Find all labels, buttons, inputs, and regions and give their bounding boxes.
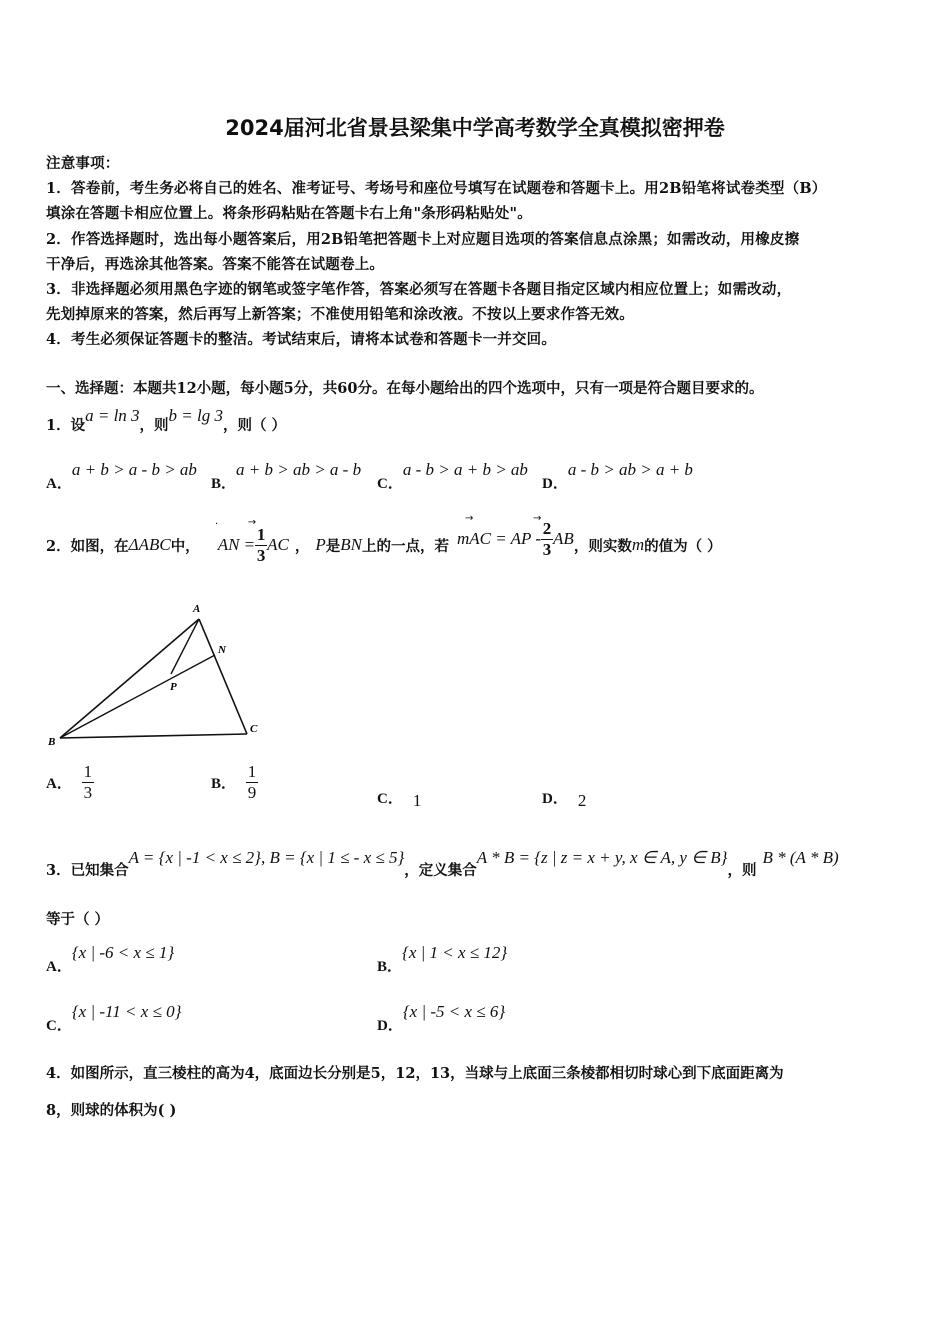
q1-option-b[interactable] (211, 459, 362, 492)
q2-an: AN = (217, 535, 256, 554)
q2-bn: BN (340, 535, 362, 554)
vector-arrow-icon: → (247, 517, 257, 528)
option-expr: a + b > ab > a - b (236, 460, 362, 479)
notice-line: 干净后，再选涂其他答案。答案不能答在试题卷上。 (46, 256, 385, 273)
q3-sets: A = {x | -1 < x ≤ 2}, B = {x | 1 ≤ - x ≤ 5} (128, 848, 405, 867)
vertex-label-a: A (193, 603, 201, 615)
q1-b-expr: b = lg 3 (168, 406, 223, 425)
notice-line: 4．考生必须保证答题卡的整洁。考试结束后，请将本试卷和答题卡一并交回。 (46, 331, 557, 348)
q3-then: ，则 (727, 862, 757, 879)
q2-ac: AC (267, 535, 289, 554)
notice-line: 3．非选择题必须用黑色字迹的钢笔或签字笔作答，答案必须写在答题卡各题目指定区域内相应位置上；如需改动， (46, 281, 792, 298)
frac-num: 2 (542, 518, 552, 538)
frac-den: 9 (247, 783, 257, 802)
q1-option-c[interactable] (377, 459, 528, 492)
option-label: A． (46, 476, 72, 492)
frac-num: 1 (247, 762, 257, 781)
vector-arrow-icon: → (465, 513, 474, 524)
vertex-label-p: P (170, 681, 177, 693)
q1-option-d[interactable] (542, 459, 693, 492)
option-label: C． (377, 476, 403, 492)
option-expr: {x | -11 < x ≤ 0} (71, 1002, 182, 1021)
q2-option-a[interactable] (46, 762, 94, 803)
option-expr: {x | -5 < x ≤ 6} (402, 1002, 506, 1021)
q3-target: B * (A * B) (762, 848, 839, 867)
q3-stem (46, 848, 839, 880)
vector-arrow-icon: → (533, 513, 542, 524)
edge-ba (60, 619, 199, 738)
q3-def: A * B = {z | z = x + y, x ∈ A, y ∈ B} (476, 848, 728, 867)
q4-line1: 4．如图所示，直三棱柱的高为4，底面边长分别是5，12，13，当球与上底面三条棱都相切时球心到下底面距离为 (46, 1065, 784, 1082)
q2-text: 中， (170, 537, 200, 555)
q2-mac-expr (457, 513, 542, 549)
q2-ab: AB (553, 529, 574, 548)
q3-option-b[interactable] (377, 942, 508, 975)
option-label: B． (211, 476, 237, 492)
q2-stem (46, 513, 722, 570)
section-heading: 一、选择题：本题共12小题，每小题5分，共60分。在每小题给出的四个选项中，只有一项是符合题目要求的。 (46, 380, 764, 397)
option-label: D． (542, 476, 568, 492)
option-fraction (82, 762, 94, 803)
q1-option-a[interactable] (46, 459, 197, 492)
q2-m: m (631, 535, 645, 554)
q3-mid: ，定义集合 (404, 862, 477, 879)
notice-line: 先划掉原来的答案，然后再写上新答案；不准使用铅笔和涂改液。不按以上要求作答无效。 (46, 306, 634, 323)
q2-triangle: ΔABC (128, 535, 171, 554)
q3-line2: 等于（ ） (46, 911, 110, 928)
q1-a-expr: a = ln 3 (85, 406, 140, 425)
q2-p: P (315, 535, 326, 554)
notice-heading: 注意事项： (46, 155, 120, 172)
q3-prefix: 3．已知集合 (46, 862, 129, 879)
q2-fraction (541, 519, 553, 560)
q3-option-c[interactable] (46, 1001, 182, 1034)
q1-mid: ，则 (139, 417, 169, 434)
q3-option-d[interactable] (377, 1001, 506, 1034)
frac-num: 1 (83, 762, 93, 781)
q2-fraction (255, 525, 267, 566)
q1-suffix: ，则（ ） (223, 417, 287, 434)
option-value: 2 (577, 791, 587, 810)
option-expr: a + b > a - b > ab (71, 460, 197, 479)
option-label: B． (377, 959, 403, 975)
q2-triangle-figure (40, 598, 270, 753)
q2-mac: mAC = AP - (457, 529, 542, 548)
q2-option-c[interactable] (377, 787, 421, 808)
q1-prefix: 1．设 (46, 417, 86, 434)
frac-den: 3 (83, 783, 93, 802)
option-fraction (246, 762, 258, 803)
q2-text: ，则实数 (573, 537, 632, 555)
q2-an-vector (214, 517, 257, 555)
option-label: A． (46, 776, 72, 792)
edge-ac (199, 619, 247, 734)
q3-option-a[interactable] (46, 942, 175, 975)
option-expr: a - b > ab > a + b (567, 460, 693, 479)
vector-dot-icon: · (214, 519, 218, 530)
q2-text: 上的一点，若 (362, 537, 449, 555)
q2-option-d[interactable] (542, 787, 586, 808)
option-value: 1 (412, 791, 422, 810)
option-label: C． (377, 791, 403, 807)
option-expr: {x | -6 < x ≤ 1} (71, 943, 175, 962)
q2-option-b[interactable] (211, 762, 258, 803)
option-label: B． (211, 776, 237, 792)
notice-line: 填涂在答题卡相应位置上。将条形码粘贴在答题卡右上角"条形码粘贴处"。 (46, 205, 532, 222)
frac-den: 3 (256, 545, 266, 565)
vertex-label-n: N (218, 644, 226, 656)
vertex-label-b: B (48, 736, 56, 748)
segment-bn (60, 655, 215, 738)
q2-text: 的值为（ ） (644, 537, 722, 555)
frac-num: 1 (256, 524, 266, 544)
page-title: 2024届河北省景县梁集中学高考数学全真模拟密押卷 (225, 116, 725, 140)
edge-bc (60, 734, 247, 738)
q4-line2: 8，则球的体积为( ) (46, 1102, 177, 1119)
q2-text: ， (294, 537, 310, 555)
notice-line: 1．答卷前，考生务必将自己的姓名、准考证号、考场号和座位号填写在试题卷和答题卡上。用2B铅笔将试卷类型（B） (46, 180, 827, 197)
option-label: D． (542, 791, 568, 807)
notice-line: 2．作答选择题时，选出每小题答案后，用2B铅笔把答题卡上对应题目选项的答案信息点涂黑；如需改动，用橡皮擦 (46, 231, 800, 248)
q1-stem (46, 406, 287, 435)
vertex-label-c: C (250, 723, 258, 735)
option-label: D． (377, 1018, 403, 1034)
option-label: C． (46, 1018, 72, 1034)
option-expr: {x | 1 < x ≤ 12} (402, 943, 508, 962)
frac-den: 3 (542, 539, 552, 559)
option-label: A． (46, 959, 72, 975)
q2-text: 是 (325, 537, 341, 555)
q2-prefix: 2．如图，在 (46, 537, 129, 555)
option-expr: a - b > a + b > ab (402, 460, 528, 479)
